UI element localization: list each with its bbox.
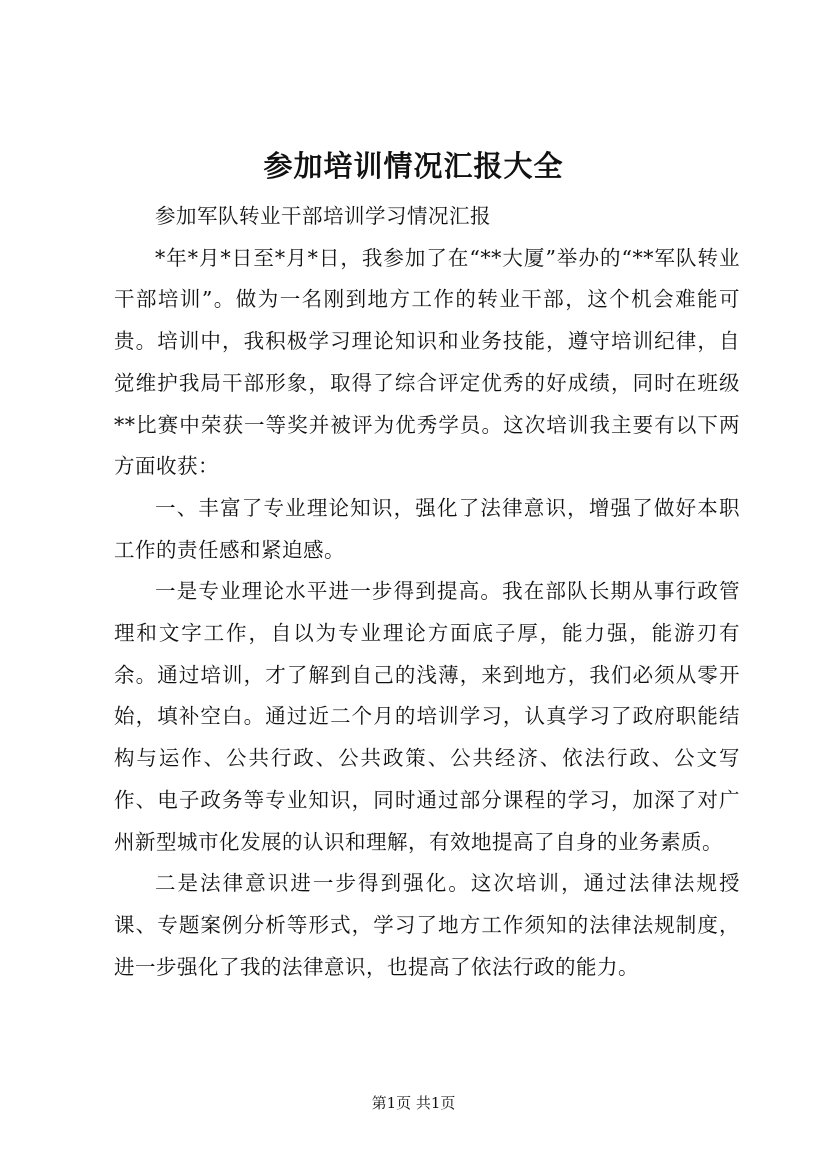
- body-paragraph: 二是法律意识进一步得到强化。这次培训，通过法律法规授课、专题案例分析等形式，学习了地方工作须知的法律法规制度，进一步强化了我的法律意识，也提高了依法行政的能力。: [114, 871, 740, 979]
- body-paragraph: 一是专业理论水平进一步得到提高。我在部队长期从事行政管理和文字工作，自以为专业理论方面底子厚，能力强，能游刃有余。通过培训，才了解到自己的浅薄，来到地方，我们必须从零开始，填补空白。通过近二个月的培训学习，认真学习了政府职能结构与运作、公共行政、公共政策、公共经济、依法行政、公文写作、电子政务等专业知识，同时通过部分课程的学习，加深了对广州新型城市化发展的认识和理解，有效地提高了自身的业务素质。: [114, 579, 740, 854]
- body-paragraph: *年*月*日至*月*日，我参加了在“**大厦”举办的“**军队转业干部培训”。做为一名刚到地方工作的转业干部，这个机会难能可贵。培训中，我积极学习理论知识和业务技能，遵守培训纪律，自觉维护我局干部形象，取得了综合评定优秀的好成绩，同时在班级**比赛中荣获一等奖并被评为优秀学员。这次培训我主要有以下两方面收获：: [114, 245, 740, 479]
- page-footer: 第1页 共1页: [371, 1094, 456, 1112]
- subtitle-paragraph: 参加军队转业干部培训学习情况汇报: [155, 204, 491, 228]
- body-paragraph: 一、丰富了专业理论知识，强化了法律意识，增强了做好本职工作的责任感和紧迫感。: [114, 495, 740, 562]
- document-title: 参加培训情况汇报大全: [263, 149, 564, 183]
- document-body: [114, 196, 740, 988]
